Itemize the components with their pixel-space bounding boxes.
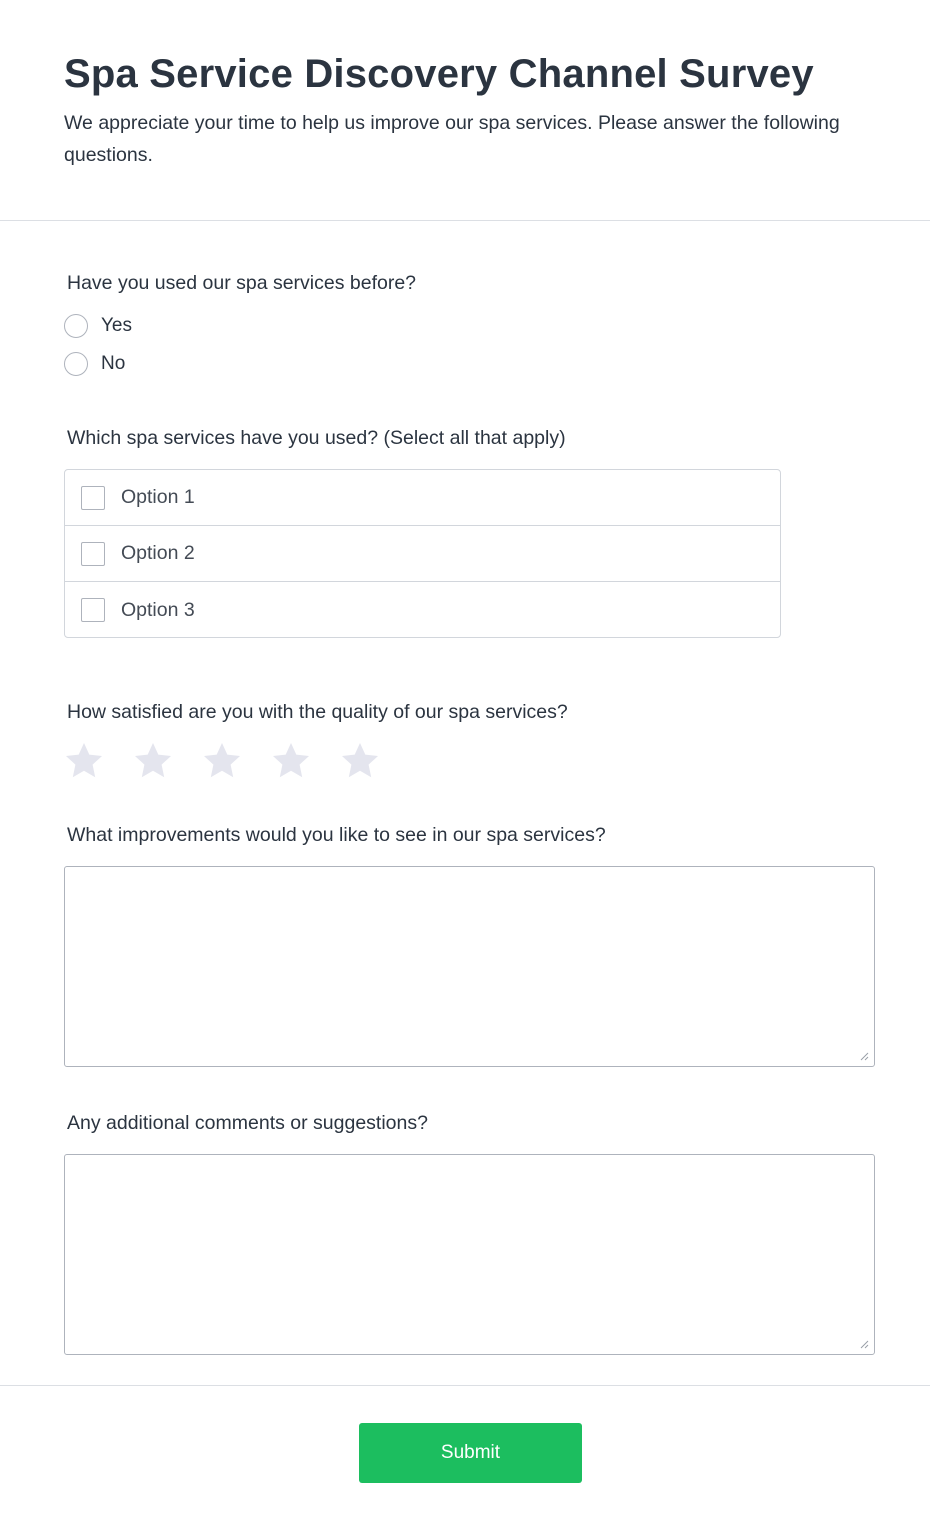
resize-grip-icon[interactable] — [859, 1051, 869, 1061]
question-label-improvements: What improvements would you like to see in our spa services? — [67, 824, 606, 846]
radio-label: Yes — [101, 315, 132, 336]
radio-option-yes[interactable] — [64, 313, 132, 339]
checkbox[interactable] — [81, 598, 105, 622]
question-label-satisfaction: How satisfied are you with the quality of our spa services? — [67, 701, 568, 723]
star-icon[interactable] — [202, 741, 242, 781]
star-icon[interactable] — [340, 741, 380, 781]
comments-textarea[interactable] — [64, 1154, 875, 1355]
survey-header — [0, 0, 930, 221]
radio-option-no[interactable] — [64, 351, 125, 377]
question-label-comments: Any additional comments or suggestions? — [67, 1112, 428, 1134]
checkbox[interactable] — [81, 542, 105, 566]
radio-button[interactable] — [64, 314, 88, 338]
page-description: We appreciate your time to help us improve our spa services. Please answer the following questions. — [64, 112, 840, 166]
submit-button[interactable]: Submit — [359, 1423, 582, 1483]
star-icon[interactable] — [64, 741, 104, 781]
checkbox-option-2[interactable] — [65, 526, 780, 582]
question-label-services-used: Which spa services have you used? (Select all that apply) — [67, 427, 566, 449]
radio-label: No — [101, 353, 126, 374]
checkbox-label: Option 1 — [121, 486, 195, 508]
star-icon[interactable] — [271, 741, 311, 781]
form-footer — [0, 1385, 930, 1532]
checkbox-label: Option 2 — [121, 542, 195, 564]
star-rating — [64, 741, 380, 781]
resize-grip-icon[interactable] — [859, 1339, 869, 1349]
star-icon[interactable] — [133, 741, 173, 781]
checkbox-option-3[interactable] — [65, 582, 780, 638]
checkbox-label: Option 3 — [121, 598, 195, 621]
page-title: Spa Service Discovery Channel Survey — [64, 52, 814, 96]
services-checkbox-group — [64, 469, 781, 638]
question-label-used-before: Have you used our spa services before? — [67, 272, 417, 294]
checkbox-option-1[interactable] — [65, 470, 780, 526]
checkbox[interactable] — [81, 486, 105, 510]
radio-button[interactable] — [64, 352, 88, 376]
improvements-textarea[interactable] — [64, 866, 875, 1067]
